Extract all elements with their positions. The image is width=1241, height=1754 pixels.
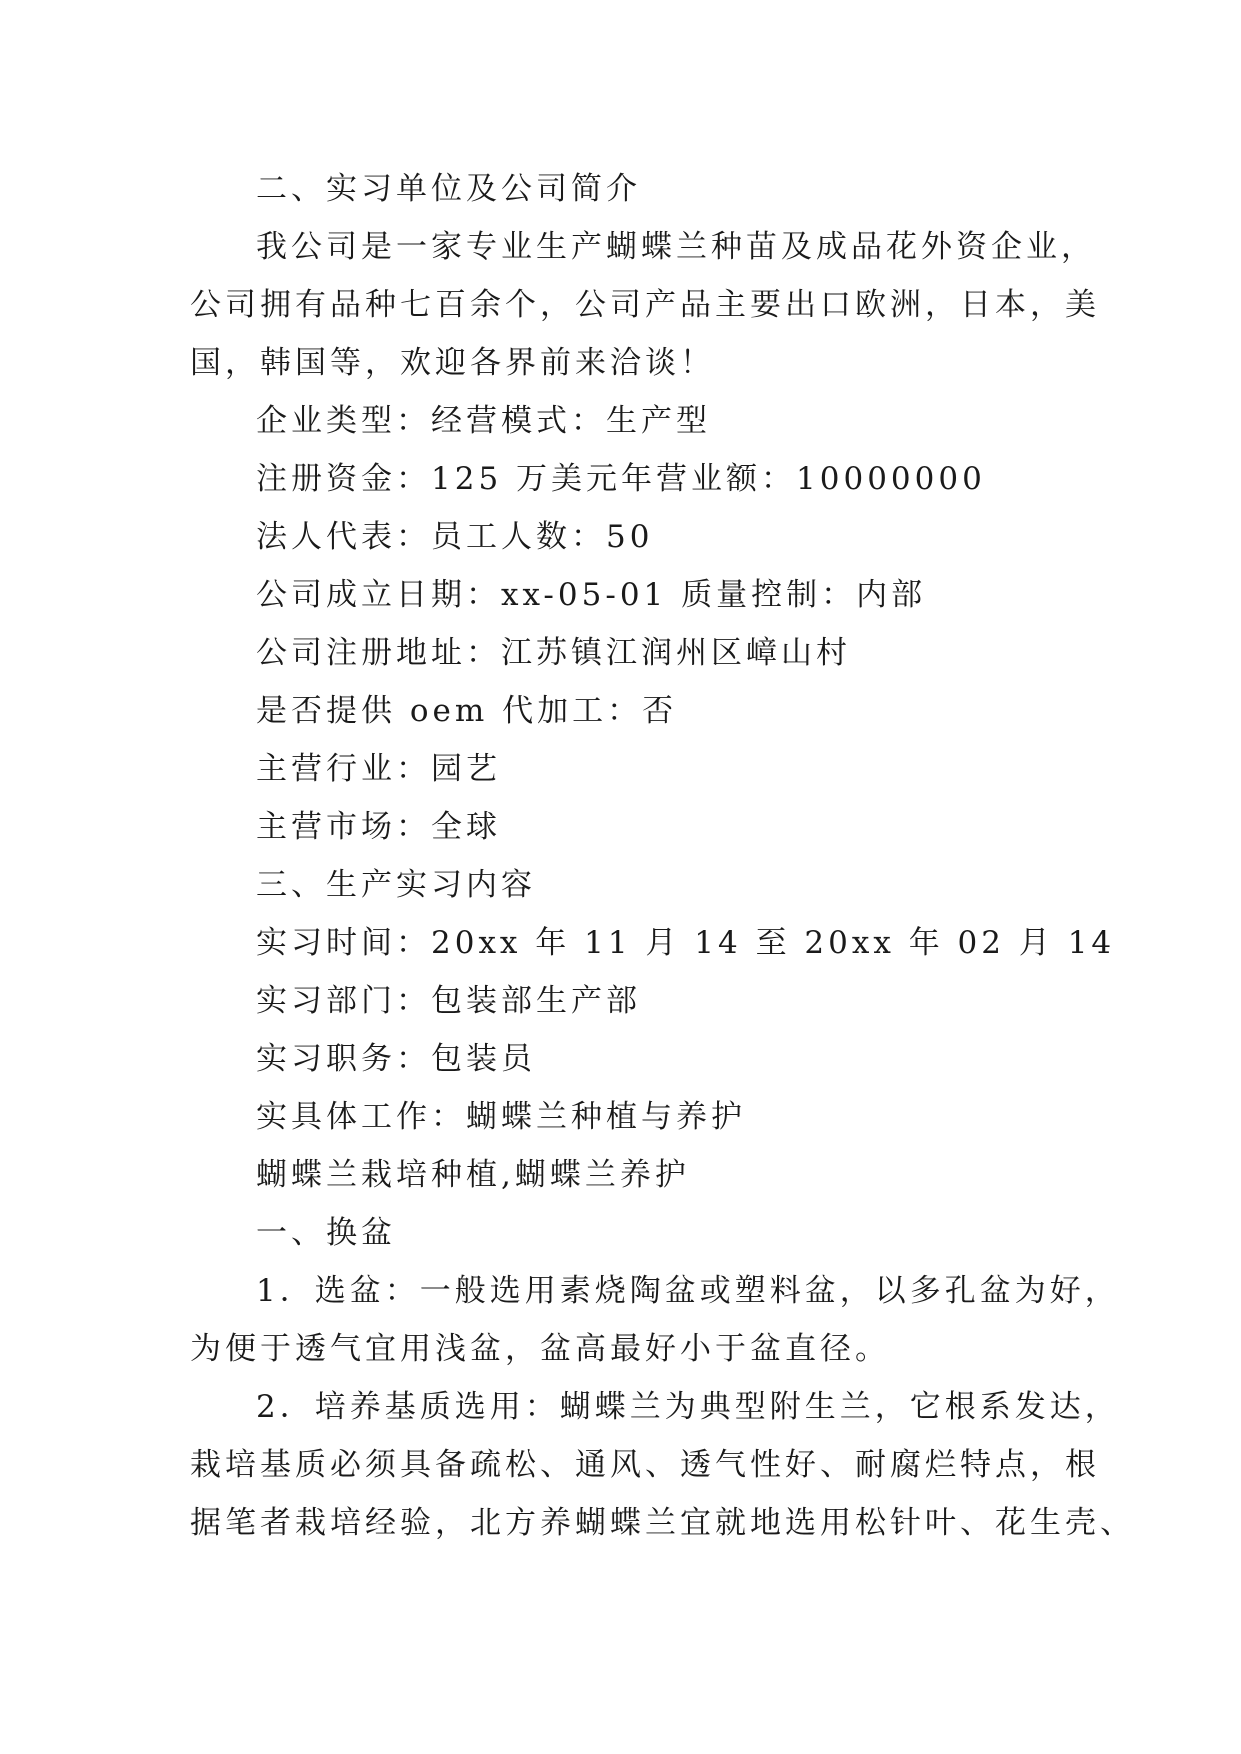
paragraph-line: 栽培基质必须具备疏松、通风、透气性好、耐腐烂特点，根 (190, 1447, 1100, 1483)
info-line-business-type: 企业类型：经营模式：生产型 (256, 403, 711, 439)
paragraph-line: 国，韩国等，欢迎各界前来洽谈！ (190, 345, 715, 381)
info-line-internship-time: 实习时间：20xx 年 11 月 14 至 20xx 年 02 月 14 (256, 925, 1116, 961)
paragraph-line: 据笔者栽培经验，北方养蝴蝶兰宜就地选用松针叶、花生壳、 (190, 1505, 1135, 1541)
paragraph-line: 我公司是一家专业生产蝴蝶兰种苗及成品花外资企业， (256, 229, 1096, 265)
info-line-legal-representative: 法人代表：员工人数：50 (256, 519, 654, 555)
info-line-main-market: 主营市场：全球 (256, 809, 501, 845)
info-line-founding-date: 公司成立日期：xx-05-01 质量控制：内部 (256, 577, 927, 613)
info-line-internship-position: 实习职务：包装员 (256, 1041, 536, 1077)
info-line-registered-capital: 注册资金：125 万美元年营业额：10000000 (256, 461, 986, 497)
paragraph-line: 为便于透气宜用浅盆，盆高最好小于盆直径。 (190, 1331, 890, 1367)
info-line-internship-department: 实习部门：包装部生产部 (256, 983, 641, 1019)
section-heading-internship-unit: 二、实习单位及公司简介 (256, 171, 641, 207)
info-line-oem: 是否提供 oem 代加工：否 (256, 693, 678, 729)
info-line-main-industry: 主营行业：园艺 (256, 751, 501, 787)
paragraph-line: 1．选盆：一般选用素烧陶盆或塑料盆，以多孔盆为好， (256, 1273, 1120, 1309)
section-heading-repotting: 一、换盆 (256, 1215, 396, 1251)
section-heading-practice-content: 三、生产实习内容 (256, 867, 536, 903)
info-line-specific-work: 实具体工作：蝴蝶兰种植与养护 (256, 1099, 746, 1135)
document-body (190, 160, 1135, 1552)
paragraph-line: 公司拥有品种七百余个，公司产品主要出口欧洲，日本，美 (190, 287, 1100, 323)
info-line-registered-address: 公司注册地址：江苏镇江润州区嶂山村 (256, 635, 851, 671)
paragraph-line: 2．培养基质选用：蝴蝶兰为典型附生兰，它根系发达， (256, 1389, 1120, 1425)
subheading-cultivation: 蝴蝶兰栽培种植,蝴蝶兰养护 (256, 1157, 690, 1193)
